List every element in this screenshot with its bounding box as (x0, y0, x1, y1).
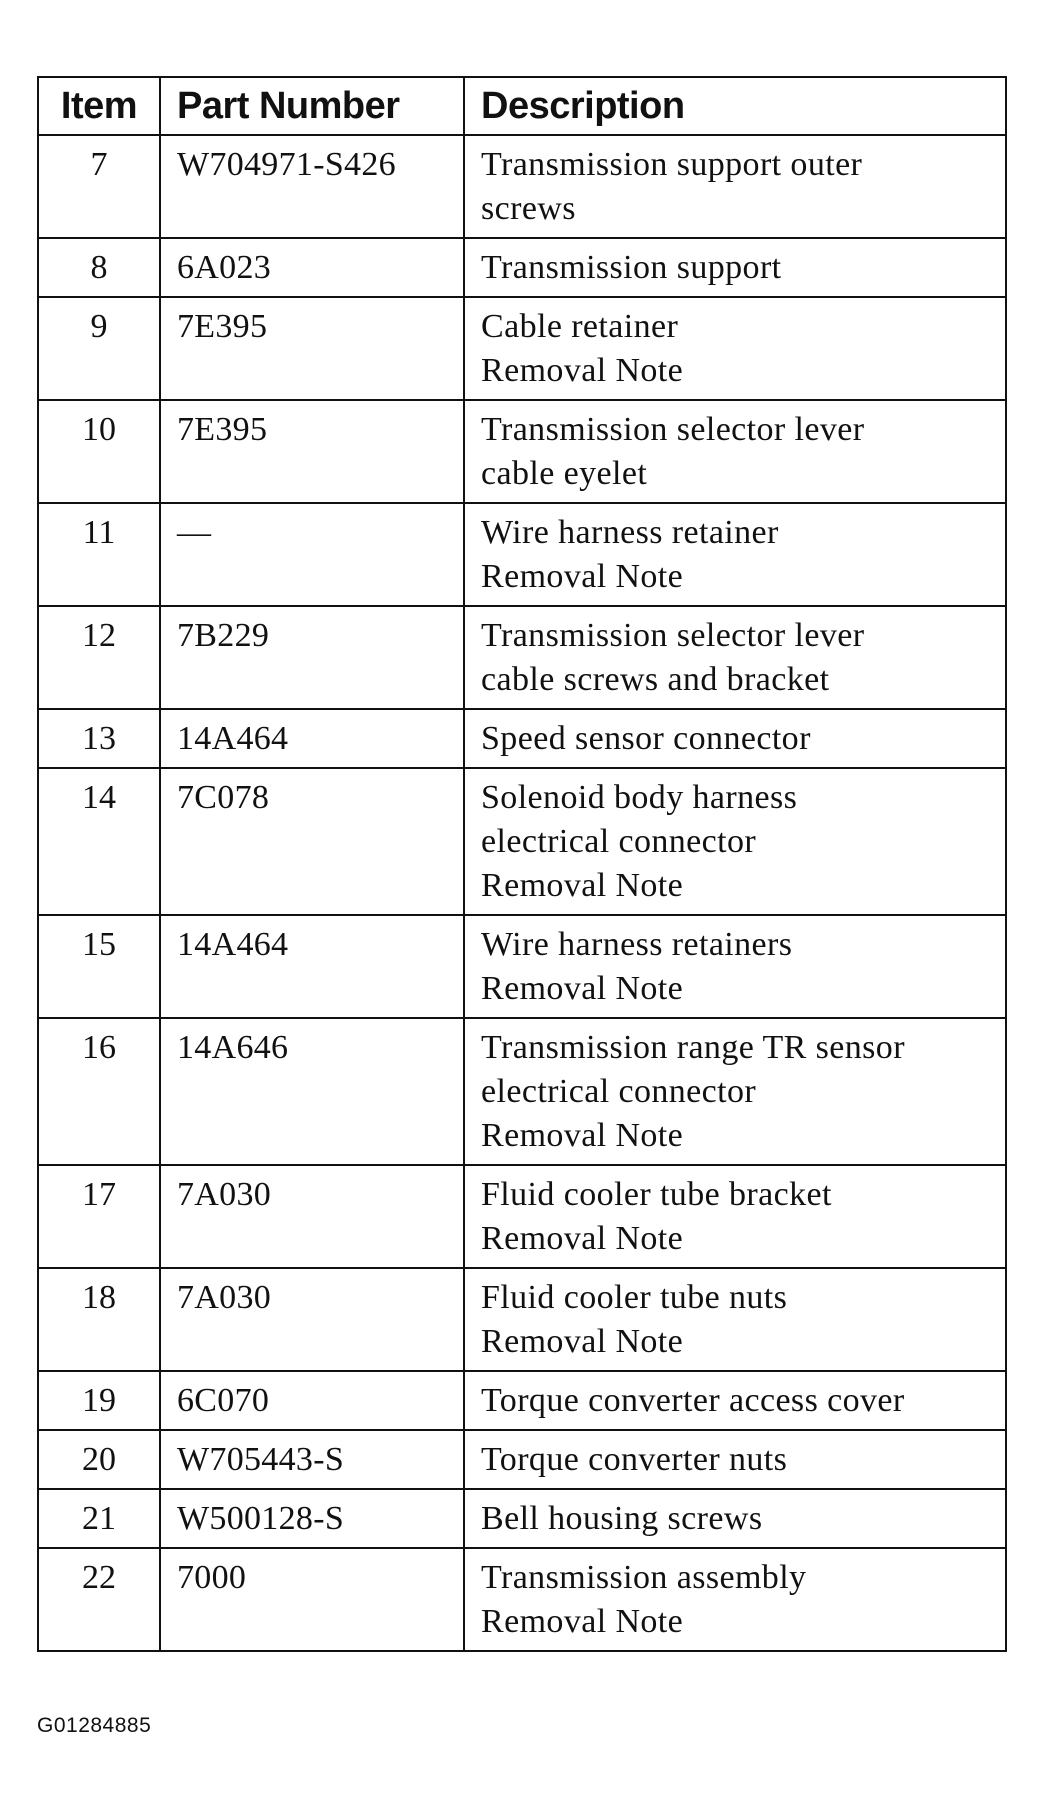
description-line: Fluid cooler tube nuts (481, 1279, 788, 1316)
table-row (38, 135, 1006, 238)
part-number: 6C070 (160, 1371, 464, 1430)
table-row (38, 1018, 1006, 1165)
description-line: screws (481, 190, 576, 227)
part-number: 14A464 (160, 709, 464, 768)
item-number: 19 (38, 1371, 160, 1430)
item-number: 21 (38, 1489, 160, 1548)
header-item: Item (38, 77, 160, 135)
item-number: 9 (38, 297, 160, 400)
part-number: W705443-S (160, 1430, 464, 1489)
part-number: 7E395 (160, 297, 464, 400)
description (464, 1268, 1006, 1371)
part-number: 14A646 (160, 1018, 464, 1165)
description (464, 606, 1006, 709)
description (464, 1165, 1006, 1268)
description-line: electrical connector (481, 823, 757, 860)
header-row (38, 77, 1006, 135)
part-number: 7A030 (160, 1268, 464, 1371)
part-number: 7A030 (160, 1165, 464, 1268)
part-number: 14A464 (160, 915, 464, 1018)
description-line: Transmission assembly (481, 1559, 807, 1596)
table-row (38, 1489, 1006, 1548)
description-line: Transmission support (481, 249, 782, 286)
description-line: Removal Note (481, 867, 684, 904)
part-number: 7E395 (160, 400, 464, 503)
description-line: Bell housing screws (481, 1500, 763, 1537)
description (464, 709, 1006, 768)
description-line: Removal Note (481, 558, 684, 595)
description-line: Transmission range TR sensor (481, 1029, 905, 1066)
description (464, 1548, 1006, 1651)
description-line: Torque converter nuts (481, 1441, 788, 1478)
table-row (38, 1548, 1006, 1651)
header-part-number: Part Number (160, 77, 464, 135)
part-number: W500128-S (160, 1489, 464, 1548)
table-row (38, 1268, 1006, 1371)
table-row (38, 709, 1006, 768)
description-line: Transmission selector lever (481, 617, 865, 654)
table-row (38, 606, 1006, 709)
table-row (38, 1430, 1006, 1489)
table-row (38, 1371, 1006, 1430)
description-line: cable screws and bracket (481, 661, 830, 698)
table-row (38, 768, 1006, 915)
item-number: 8 (38, 238, 160, 297)
description (464, 135, 1006, 238)
item-number: 12 (38, 606, 160, 709)
part-number: 7C078 (160, 768, 464, 915)
item-number: 14 (38, 768, 160, 915)
figure-id: G01284885 (37, 1714, 152, 1737)
description (464, 238, 1006, 297)
description-line: Removal Note (481, 1220, 684, 1257)
part-number: 7B229 (160, 606, 464, 709)
item-number: 18 (38, 1268, 160, 1371)
item-number: 16 (38, 1018, 160, 1165)
description (464, 1489, 1006, 1548)
part-number: 7000 (160, 1548, 464, 1651)
description-line: Removal Note (481, 1323, 684, 1360)
description-line: electrical connector (481, 1073, 757, 1110)
description (464, 915, 1006, 1018)
description-line: Cable retainer (481, 308, 679, 345)
description (464, 400, 1006, 503)
description-line: Speed sensor connector (481, 720, 811, 757)
table-row (38, 1165, 1006, 1268)
header-description: Description (464, 77, 1006, 135)
item-number: 7 (38, 135, 160, 238)
description (464, 1371, 1006, 1430)
description-line: cable eyelet (481, 455, 648, 492)
description-line: Fluid cooler tube bracket (481, 1176, 832, 1213)
parts-table-body (38, 135, 1006, 1651)
description-line: Solenoid body harness (481, 779, 798, 816)
description-line: Transmission support outer (481, 146, 863, 183)
parts-table (37, 76, 1007, 1652)
item-number: 10 (38, 400, 160, 503)
item-number: 15 (38, 915, 160, 1018)
item-number: 17 (38, 1165, 160, 1268)
description-line: Wire harness retainer (481, 514, 779, 551)
table-row (38, 238, 1006, 297)
description (464, 1430, 1006, 1489)
part-number: W704971-S426 (160, 135, 464, 238)
item-number: 22 (38, 1548, 160, 1651)
item-number: 20 (38, 1430, 160, 1489)
description-line: Removal Note (481, 352, 684, 389)
description-line: Removal Note (481, 1117, 684, 1154)
description-line: Removal Note (481, 1603, 684, 1640)
part-number: 6A023 (160, 238, 464, 297)
description (464, 503, 1006, 606)
description-line: Transmission selector lever (481, 411, 865, 448)
table-row (38, 503, 1006, 606)
description (464, 768, 1006, 915)
description-line: Removal Note (481, 970, 684, 1007)
part-number: — (160, 503, 464, 606)
item-number: 13 (38, 709, 160, 768)
table-row (38, 915, 1006, 1018)
parts-table-header (38, 77, 1006, 135)
description-line: Wire harness retainers (481, 926, 793, 963)
description (464, 1018, 1006, 1165)
table-row (38, 297, 1006, 400)
description-line: Torque converter access cover (481, 1382, 905, 1419)
table-row (38, 400, 1006, 503)
item-number: 11 (38, 503, 160, 606)
description (464, 297, 1006, 400)
